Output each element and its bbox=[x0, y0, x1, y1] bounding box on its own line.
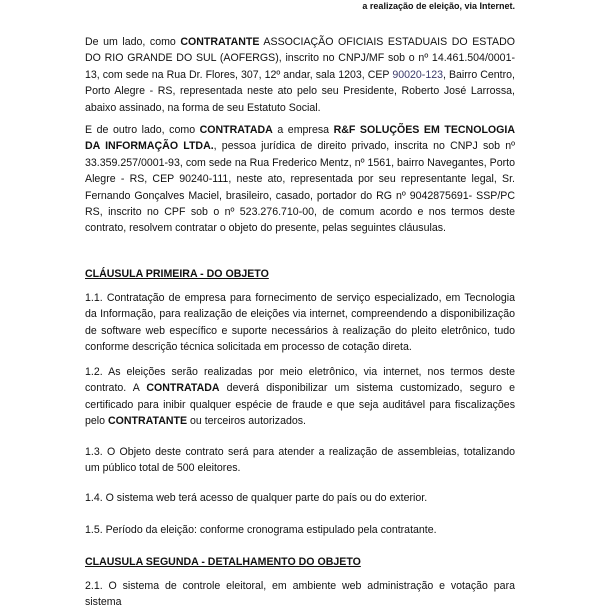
clause-2-1: 2.1. O sistema de controle eleitoral, em ambiente web administração e votação para sistema bbox=[85, 580, 515, 609]
text-segment: ASSOCIAÇÃO OFICIAIS ESTADUAIS DO ESTADO DO RIO GRANDE DO SUL (AOFERGS), inscrito no CNPJ/MF sob o nº 14.461.504/0001-13, com sede na Rua Dr. Flores, 307, 12º andar, sala 1203, CEP bbox=[85, 36, 515, 81]
bold-term-contratante: CONTRATANTE bbox=[180, 36, 260, 48]
bold-company-name: R&F SOLUÇÕES EM TECNOLOGIA DA INFORMAÇÃO LTDA. bbox=[85, 124, 515, 153]
bold-term-contratante: CONTRATANTE bbox=[107, 415, 188, 428]
clause-1-5: 1.5. Período da eleição: conforme cronograma estipulado pela contratante. bbox=[85, 524, 437, 536]
paragraph-contratada bbox=[85, 122, 515, 237]
clause-1-3: 1.3. O Objeto deste contrato será para atender a realização de assembleias, totalizando um público total de 500 eleitores. bbox=[85, 446, 515, 475]
bold-term-contratada: CONTRATADA bbox=[146, 382, 220, 395]
text-segment: deverá disponibilizar um sistema customizado, seguro e certificado para inibir qualquer espécie de fraude e que seja auditável para fiscalizações pelo bbox=[85, 382, 515, 428]
bold-term-contratada: CONTRATADA bbox=[199, 124, 273, 136]
clause-1-4: 1.4. O sistema web terá acesso de qualquer parte do país ou do exterior. bbox=[85, 492, 428, 504]
text-segment: ou terceiros autorizados. bbox=[187, 415, 306, 428]
clause-1-2 bbox=[85, 364, 515, 430]
clause-1-1: 1.1. Contratação de empresa para fornecimento de serviço especializado, em Tecnologia da Informação, para realização de eleições via internet, compreendendo a disponibilização de software web específico e suporte necessários à realização do pleito eletrônico, tudo conforme descrição técnica solicitada em processo de cotação direta. bbox=[85, 292, 515, 354]
running-header: a realização de eleição, via Internet. bbox=[362, 1, 515, 11]
text-segment: De um lado, como bbox=[85, 36, 181, 48]
clause-heading-first: CLÁUSULA PRIMEIRA - DO OBJETO bbox=[85, 268, 269, 280]
clause-heading-second: CLAUSULA SEGUNDA - DETALHAMENTO DO OBJETO bbox=[85, 556, 361, 568]
text-segment: , Bairro Centro, Porto Alegre - RS, representada neste ato pelo seu Presidente, Roberto José Larrossa, abaixo assinado, na forma de seu Estatuto Social. bbox=[85, 68, 515, 114]
text-segment: a empresa bbox=[272, 124, 334, 136]
text-segment: 1.2. As eleições serão realizadas por meio eletrônico, via internet, nos termos deste contrato. A bbox=[85, 366, 515, 395]
text-segment: E de outro lado, como bbox=[85, 124, 200, 136]
cep-value: 90020-123 bbox=[392, 68, 443, 81]
text-segment: , pessoa jurídica de direito privado, inscrita no CNPJ sob nº 33.359.257/0001-93, com sede na Rua Frederico Mentz, nº 1561, bairro Navegantes, Porto Alegre - RS, CEP 90240-111, neste ato, representada por seu representante legal, Sr. Fernando Gonçalves Maciel, brasileiro, casado, portador do RG nº 9042875691- SSP/PC RS, inscrito no CPF sob o nº 523.276.710-00, de comum acordo e nos termos deste contrato, resolvem contratar o objeto do presente, pelas seguintes cláusulas. bbox=[85, 140, 516, 235]
paragraph-contratante bbox=[85, 34, 515, 116]
